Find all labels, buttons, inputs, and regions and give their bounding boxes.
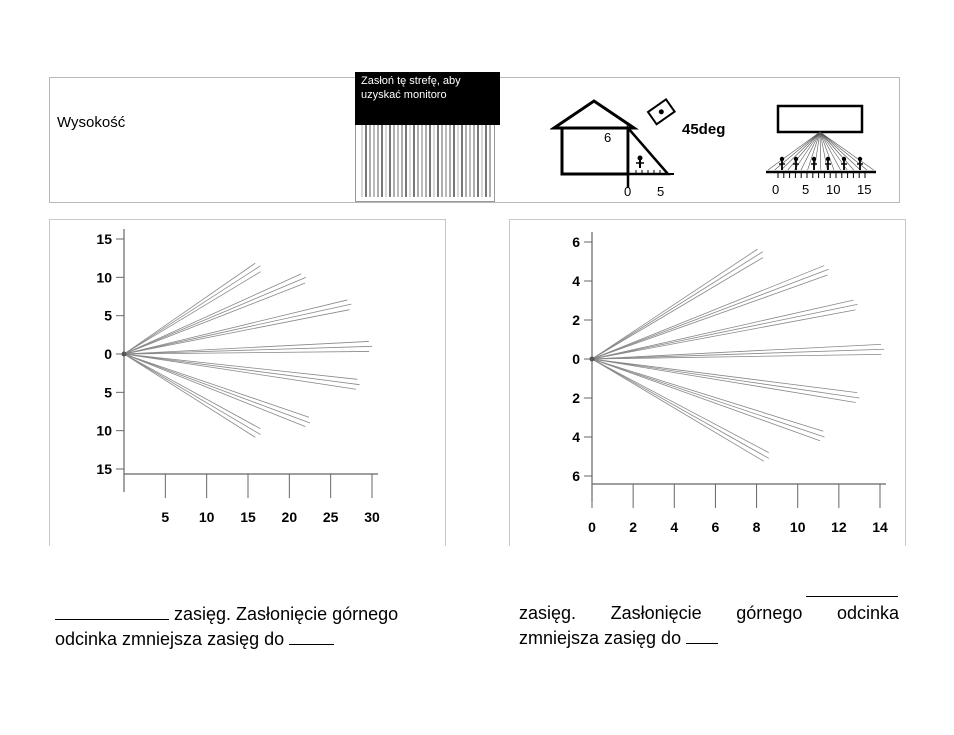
left-beam-line	[124, 354, 260, 429]
right-y-tick-label: 6	[572, 468, 580, 484]
right-x-tick-label: 12	[831, 519, 847, 535]
left-beam-line	[124, 304, 351, 354]
person-icon	[779, 157, 785, 170]
left-beam-line	[124, 272, 261, 354]
right-y-tick-label: 0	[572, 351, 580, 367]
right-beam-line	[592, 266, 824, 359]
left-beam-6	[124, 354, 310, 427]
right-beam-line	[592, 249, 758, 359]
right-x-tick-label: 6	[711, 519, 720, 535]
right-y-tick-label: 4	[572, 273, 580, 289]
left-y-tick-label: 5	[104, 384, 112, 401]
room-outline	[778, 106, 862, 132]
top-x-tick-10: 10	[826, 182, 841, 197]
left-x-tick-label: 5	[161, 509, 170, 525]
right-blank-2[interactable]	[686, 625, 718, 644]
right-beam-line	[592, 275, 828, 359]
right-beam-4	[592, 344, 884, 359]
right-y-tick-label: 2	[572, 312, 580, 328]
left-blank-2[interactable]	[289, 626, 334, 645]
person-icon	[811, 157, 817, 170]
right-beam-line	[592, 359, 857, 393]
right-y-tick-label: 4	[572, 429, 580, 445]
right-beam-line	[592, 359, 824, 437]
left-beam-line	[124, 354, 305, 427]
left-caption	[55, 601, 455, 651]
left-caption-line2: odcinka zmniejsza zasięg do	[55, 629, 285, 649]
right-y-tick-label: 2	[572, 390, 580, 406]
person-icon	[825, 157, 831, 170]
top-x-tick-0: 0	[772, 182, 780, 197]
left-beam-line	[124, 354, 309, 417]
right-x-tick-label: 10	[789, 519, 806, 535]
house-roof	[554, 101, 634, 128]
person-icon	[793, 157, 799, 170]
right-x-tick-label: 14	[872, 519, 888, 535]
right-beam-line	[592, 359, 856, 403]
top-x-tick-5: 5	[802, 182, 810, 197]
left-beam-2	[124, 274, 306, 354]
left-x-tick-label: 10	[198, 509, 215, 525]
left-y-tick-label: 0	[104, 346, 112, 362]
left-beam-line	[124, 277, 306, 354]
left-y-tick-label: 5	[104, 307, 112, 324]
right-beam-line	[592, 359, 764, 461]
side-x-tick-5: 5	[657, 184, 665, 199]
side-x-tick-0: 0	[624, 184, 632, 199]
left-beam-5	[124, 354, 360, 389]
side-height-mark: 6	[604, 130, 612, 145]
right-caption	[519, 601, 899, 650]
left-blank-1[interactable]	[55, 601, 169, 620]
left-x-tick-label: 25	[322, 509, 339, 525]
left-x-tick-label: 30	[364, 509, 380, 525]
right-sensor-origin	[590, 357, 595, 362]
left-beam-line	[124, 354, 260, 435]
right-x-tick-label: 8	[752, 519, 761, 535]
left-beam-line	[124, 283, 305, 354]
lens-cover-note: Zasłoń tę strefę, aby uzyskać monitoro	[355, 72, 500, 125]
right-beam-7	[592, 359, 769, 461]
right-beam-line	[592, 359, 820, 441]
top-x-tick-15: 15	[857, 182, 872, 197]
height-label: Wysokość	[57, 114, 126, 131]
right-beam-5	[592, 359, 859, 403]
top-view-illustration	[762, 104, 880, 200]
right-beam-line	[592, 269, 829, 359]
left-y-tick-label: 10	[96, 269, 112, 286]
right-caption-line1: zasięg. Zasłonięcie górnego odcinka	[519, 603, 899, 623]
left-beam-line	[124, 354, 356, 389]
angle-label: 45deg	[682, 121, 726, 138]
side-view-illustration	[550, 98, 740, 200]
right-beam-line	[592, 304, 857, 359]
right-beam-line	[592, 300, 853, 359]
left-caption-line1: zasięg. Zasłonięcie górnego	[174, 604, 399, 624]
right-blank-1[interactable]	[806, 578, 898, 597]
left-beam-line	[124, 274, 301, 354]
right-x-tick-label: 4	[670, 519, 679, 535]
right-x-tick-label: 2	[629, 519, 638, 535]
left-beam-4	[124, 341, 372, 354]
left-y-tick-label: 15	[96, 461, 112, 477]
right-beams	[592, 249, 884, 461]
left-sensor-origin	[122, 352, 127, 357]
right-coverage-chart	[509, 219, 906, 546]
left-coverage-chart	[49, 219, 446, 546]
right-beam-line	[592, 359, 859, 398]
left-beam-3	[124, 300, 351, 354]
angle-triangle	[628, 128, 668, 174]
left-y-tick-label: 10	[96, 422, 112, 439]
right-y-tick-label: 6	[572, 234, 580, 250]
left-beams	[124, 263, 372, 437]
left-x-tick-label: 20	[281, 509, 298, 525]
right-x-tick-label: 0	[588, 519, 596, 535]
right-beam-line	[592, 258, 763, 359]
right-caption-line2: zmniejsza zasięg do	[519, 628, 682, 648]
right-beam-2	[592, 266, 829, 359]
left-beam-line	[124, 300, 347, 354]
house-wall	[562, 128, 628, 174]
sensor-icon	[648, 99, 675, 124]
left-beam-line	[124, 263, 255, 354]
left-y-tick-label: 15	[96, 231, 112, 247]
left-x-tick-label: 15	[240, 509, 256, 525]
left-beam-line	[124, 354, 360, 385]
